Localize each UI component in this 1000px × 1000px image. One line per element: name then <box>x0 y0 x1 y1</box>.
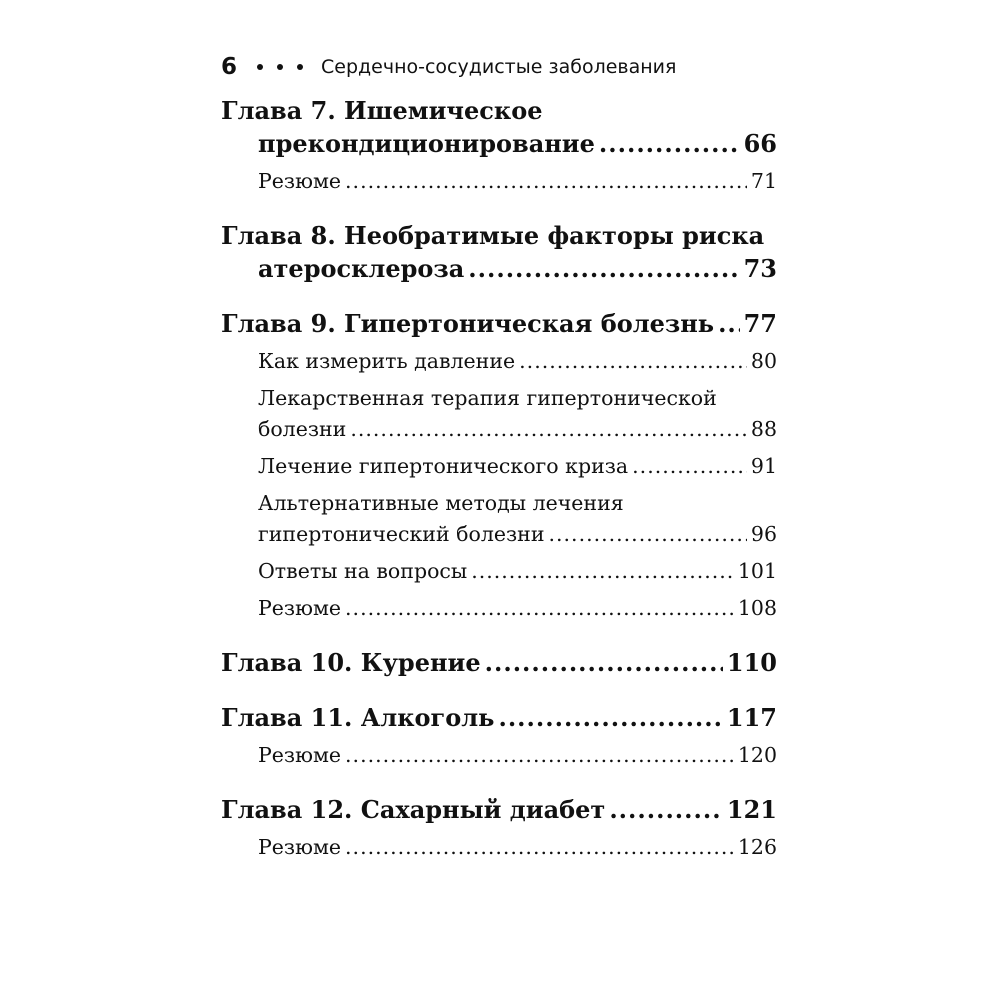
dot-leader <box>599 127 740 160</box>
subsection-title: гипертонический болезни <box>258 522 545 546</box>
subsection-entry[interactable] <box>258 383 777 445</box>
running-head <box>221 50 777 84</box>
page-ref: 96 <box>750 522 777 546</box>
subsection-entry[interactable] <box>258 593 777 624</box>
chapter-heading-line: Глава 8. Необратимые факторы риска <box>221 221 765 250</box>
page-ref: 73 <box>743 254 777 283</box>
toc-chapter-10 <box>221 646 777 679</box>
dot-leader <box>498 701 722 734</box>
page-ref: 121 <box>726 795 777 824</box>
chapter-title: Глава 10. Курение <box>221 648 481 677</box>
bullet-icon <box>277 64 283 70</box>
book-page <box>221 50 777 863</box>
subsection-title: Ответы на вопросы <box>258 559 468 583</box>
subsection-entry[interactable] <box>258 488 777 550</box>
chapter-heading-line: Глава 7. Ишемическое <box>221 96 543 125</box>
subsection-entry[interactable] <box>258 740 777 771</box>
chapter-title: атеросклероза <box>258 254 465 283</box>
running-head-title: Сердечно-сосудистые заболевания <box>321 56 677 78</box>
subsection-list <box>221 166 777 197</box>
chapter-entry[interactable] <box>221 127 777 160</box>
page-ref: 80 <box>750 349 777 373</box>
page-ref: 117 <box>726 703 777 732</box>
subsection-list <box>221 832 777 863</box>
dot-leader <box>632 451 747 482</box>
dot-leader <box>468 252 739 285</box>
subsection-title: Лечение гипертонического криза <box>258 454 629 478</box>
chapter-title: Глава 9. Гипертоническая болезнь <box>221 309 715 338</box>
toc-chapter-12 <box>221 793 777 863</box>
subsection-title: Резюме <box>258 596 342 620</box>
page-ref: 110 <box>726 648 777 677</box>
page-ref: 77 <box>743 309 777 338</box>
chapter-entry[interactable] <box>221 646 777 679</box>
subsection-list <box>221 740 777 771</box>
toc-chapter-8 <box>221 219 777 285</box>
toc-chapter-9 <box>221 307 777 624</box>
bullet-separator <box>257 64 303 70</box>
page-ref: 101 <box>737 559 777 583</box>
page-ref: 71 <box>750 169 777 193</box>
subsection-title: Резюме <box>258 835 342 859</box>
subsection-title: болезни <box>258 417 347 441</box>
dot-leader <box>345 593 734 624</box>
dot-leader <box>485 646 723 679</box>
chapter-entry[interactable] <box>221 701 777 734</box>
dot-leader <box>718 307 740 340</box>
subsection-title: Как измерить давление <box>258 349 516 373</box>
subsection-entry[interactable] <box>258 346 777 377</box>
subsection-entry[interactable] <box>258 832 777 863</box>
bullet-icon <box>297 64 303 70</box>
page-ref: 126 <box>737 835 777 859</box>
bullet-icon <box>257 64 263 70</box>
subsection-title-line: Альтернативные методы лечения <box>258 491 624 515</box>
subsection-title: Резюме <box>258 743 342 767</box>
subsection-title: Резюме <box>258 169 342 193</box>
dot-leader <box>345 740 734 771</box>
page-ref: 66 <box>743 129 777 158</box>
subsection-title-continued <box>258 519 777 550</box>
dot-leader <box>519 346 747 377</box>
page-ref: 108 <box>737 596 777 620</box>
subsection-entry[interactable] <box>258 556 777 587</box>
subsection-list <box>221 346 777 624</box>
subsection-entry[interactable] <box>258 451 777 482</box>
chapter-title: Глава 11. Алкоголь <box>221 703 495 732</box>
chapter-entry[interactable] <box>221 793 777 826</box>
dot-leader <box>345 832 734 863</box>
chapter-title: Глава 12. Сахарный диабет <box>221 795 606 824</box>
chapter-title: прекондиционирование <box>258 129 595 158</box>
dot-leader <box>549 519 747 550</box>
page-number: 6 <box>221 54 238 80</box>
chapter-entry[interactable] <box>221 252 777 285</box>
subsection-title-continued <box>258 414 777 445</box>
page-ref: 120 <box>737 743 777 767</box>
page-ref: 91 <box>750 454 777 478</box>
dot-leader <box>471 556 734 587</box>
dot-leader <box>345 166 747 197</box>
page-ref: 88 <box>750 417 777 441</box>
subsection-entry[interactable] <box>258 166 777 197</box>
toc-chapter-7 <box>221 94 777 197</box>
dot-leader <box>350 414 747 445</box>
dot-leader <box>609 793 723 826</box>
chapter-entry[interactable] <box>221 307 777 340</box>
subsection-title-line: Лекарственная терапия гипертонической <box>258 386 717 410</box>
toc-chapter-11 <box>221 701 777 771</box>
